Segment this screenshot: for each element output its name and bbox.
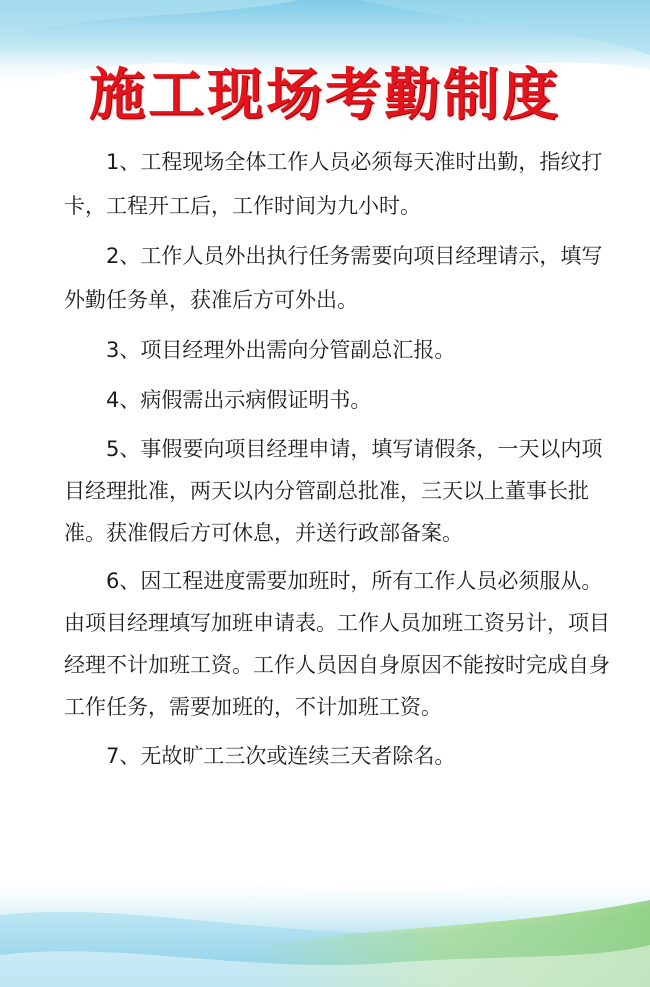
rule-item: 7、无故旷工三次或连续三天者除名。 [106, 744, 456, 768]
rule-item: 1、工程现场全体工作人员必须每天准时出勤，指纹打卡，工程开工后，工作时间为九小时。 [64, 150, 603, 218]
rule-item: 4、病假需出示病假证明书。 [106, 388, 372, 412]
rule-item: 5、事假要向项目经理申请，填写请假条，一天以内项目经理批准，两天以内分管副总批准，三天以上董事长批准。获准假后方可休息，并送行政部备案。 [64, 437, 603, 545]
rule-item: 2、工作人员外出执行任务需要向项目经理请示，填写外勤任务单，获准后方可外出。 [64, 244, 603, 312]
rule-item: 3、项目经理外出需向分管副总汇报。 [106, 338, 456, 362]
poster-title: 施工现场考勤制度 [89, 62, 561, 128]
rule-item: 6、因工程进度需要加班时，所有工作人员必须服从。由项目经理填写加班申请表。工作人员加班工资另计，项目经理不计加班工资。工作人员因自身原因不能按时完成自身工作任务，需要加班的，不计加班工资。 [64, 569, 610, 719]
rules-list [64, 140, 619, 778]
